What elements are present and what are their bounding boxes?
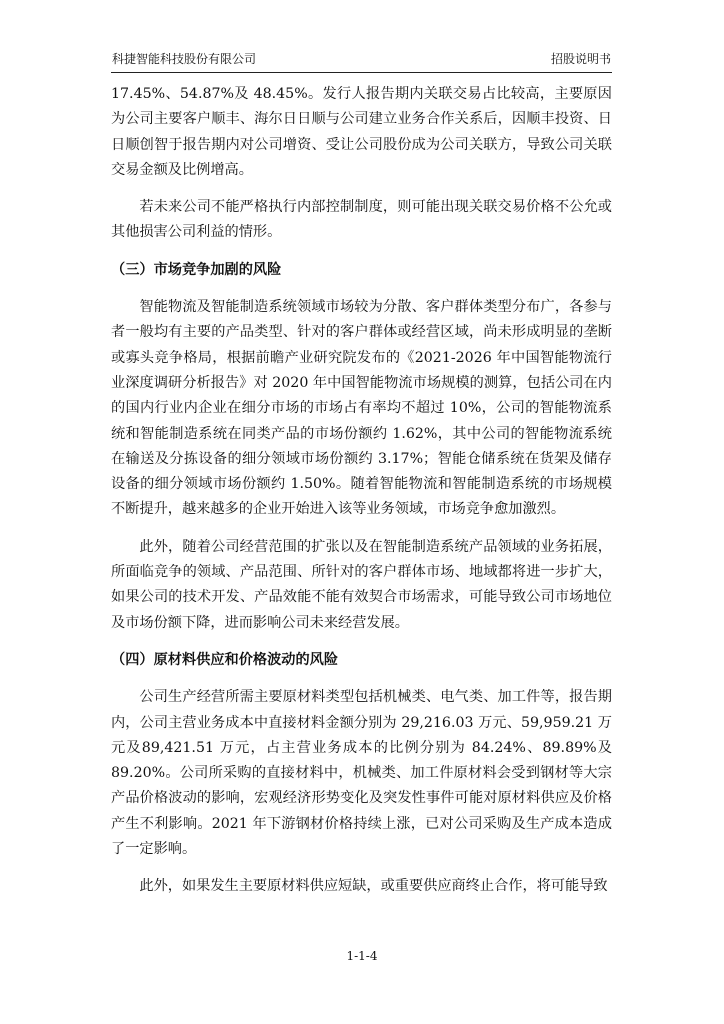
paragraph-market-share: 智能物流及智能制造系统领域市场较为分散、客户群体类型分布广，各参与者一般均有主要的产品类型、针对的客户群体或经营区域，尚未形成明显的垄断或寡头竞争格局，根据前瞻产业研究院发布的《2021-2026 年中国智能物流行业深度调研分析报告》对 2020 年中国智能物流市场规模的测算，包括公司在内的国内行业内企业在细分市场的市场占有率均不超过 10%，公司的智能物流系统和智能制造系统在同类产品的市场份额约 1.62%，其中公司的智能物流系统在输送及分拣设备的细分领域市场份额约 3.17%；智能仓储系统在货架及储存设备的细分领域市场份额约 1.50%。随着智能物流和智能制造系统的市场规模不断提升，越来越多的企业开始进入该等业务领域，市场竞争愈加激烈。: [111, 299, 612, 518]
paragraph-related-party-ratio: 17.45%、54.87%及 48.45%。发行人报告期内关联交易占比较高，主要原因为公司主要客户顺丰、海尔日日顺与公司建立业务合作关系后，因顺丰投资、日日顺创智于报告期内对公司增资、受让公司股份成为公司关联方，导致公司关联交易金额及比例增高。: [111, 86, 612, 178]
section-heading-raw-materials: （四）原材料供应和价格波动的风险: [111, 651, 339, 668]
page-header: [111, 44, 612, 73]
section-heading-market-competition: （三）市场竞争加剧的风险: [111, 261, 282, 278]
header-company-name: 科捷智能科技股份有限公司: [112, 52, 257, 66]
header-document-type: 招股说明书: [550, 52, 611, 66]
paragraph-supply-shortage: 此外，如果发生主要原材料供应短缺，或重要供应商终止合作，将可能导致: [139, 878, 608, 895]
paragraph-internal-control-risk: 若未来公司不能严格执行内部控制制度，则可能出现关联交易价格不公允或其他损害公司利益的情形。: [111, 199, 612, 241]
paragraph-raw-material-costs: 公司生产经营所需主要原材料类型包括机械类、电气类、加工件等，报告期内，公司主营业务成本中直接材料金额分别为 29,216.03 万元、59,959.21 万元及89,421.51 万元，占主营业务成本的比例分别为 84.24%、89.89%及 89.20%。公司所采购的直接材料中，机械类、加工件原材料会受到钢材等大宗产品价格波动的影响，宏观经济形势变化及突发性事件可能对原材料供应及价格产生不利影响。2021 年下游钢材价格持续上涨，已对公司采购及生产成本造成了一定影响。: [111, 689, 612, 858]
paragraph-business-expansion: 此外，随着公司经营范围的扩张以及在智能制造系统产品领域的业务拓展，所面临竞争的领域、产品范围、所针对的客户群体市场、地域都将进一步扩大，如果公司的技术开发、产品效能不能有效契合市场需求，可能导致公司市场地位及市场份额下降，进而影响公司未来经营发展。: [111, 538, 612, 631]
page-body: [111, 82, 612, 900]
page-number: 1-1-4: [346, 949, 378, 963]
